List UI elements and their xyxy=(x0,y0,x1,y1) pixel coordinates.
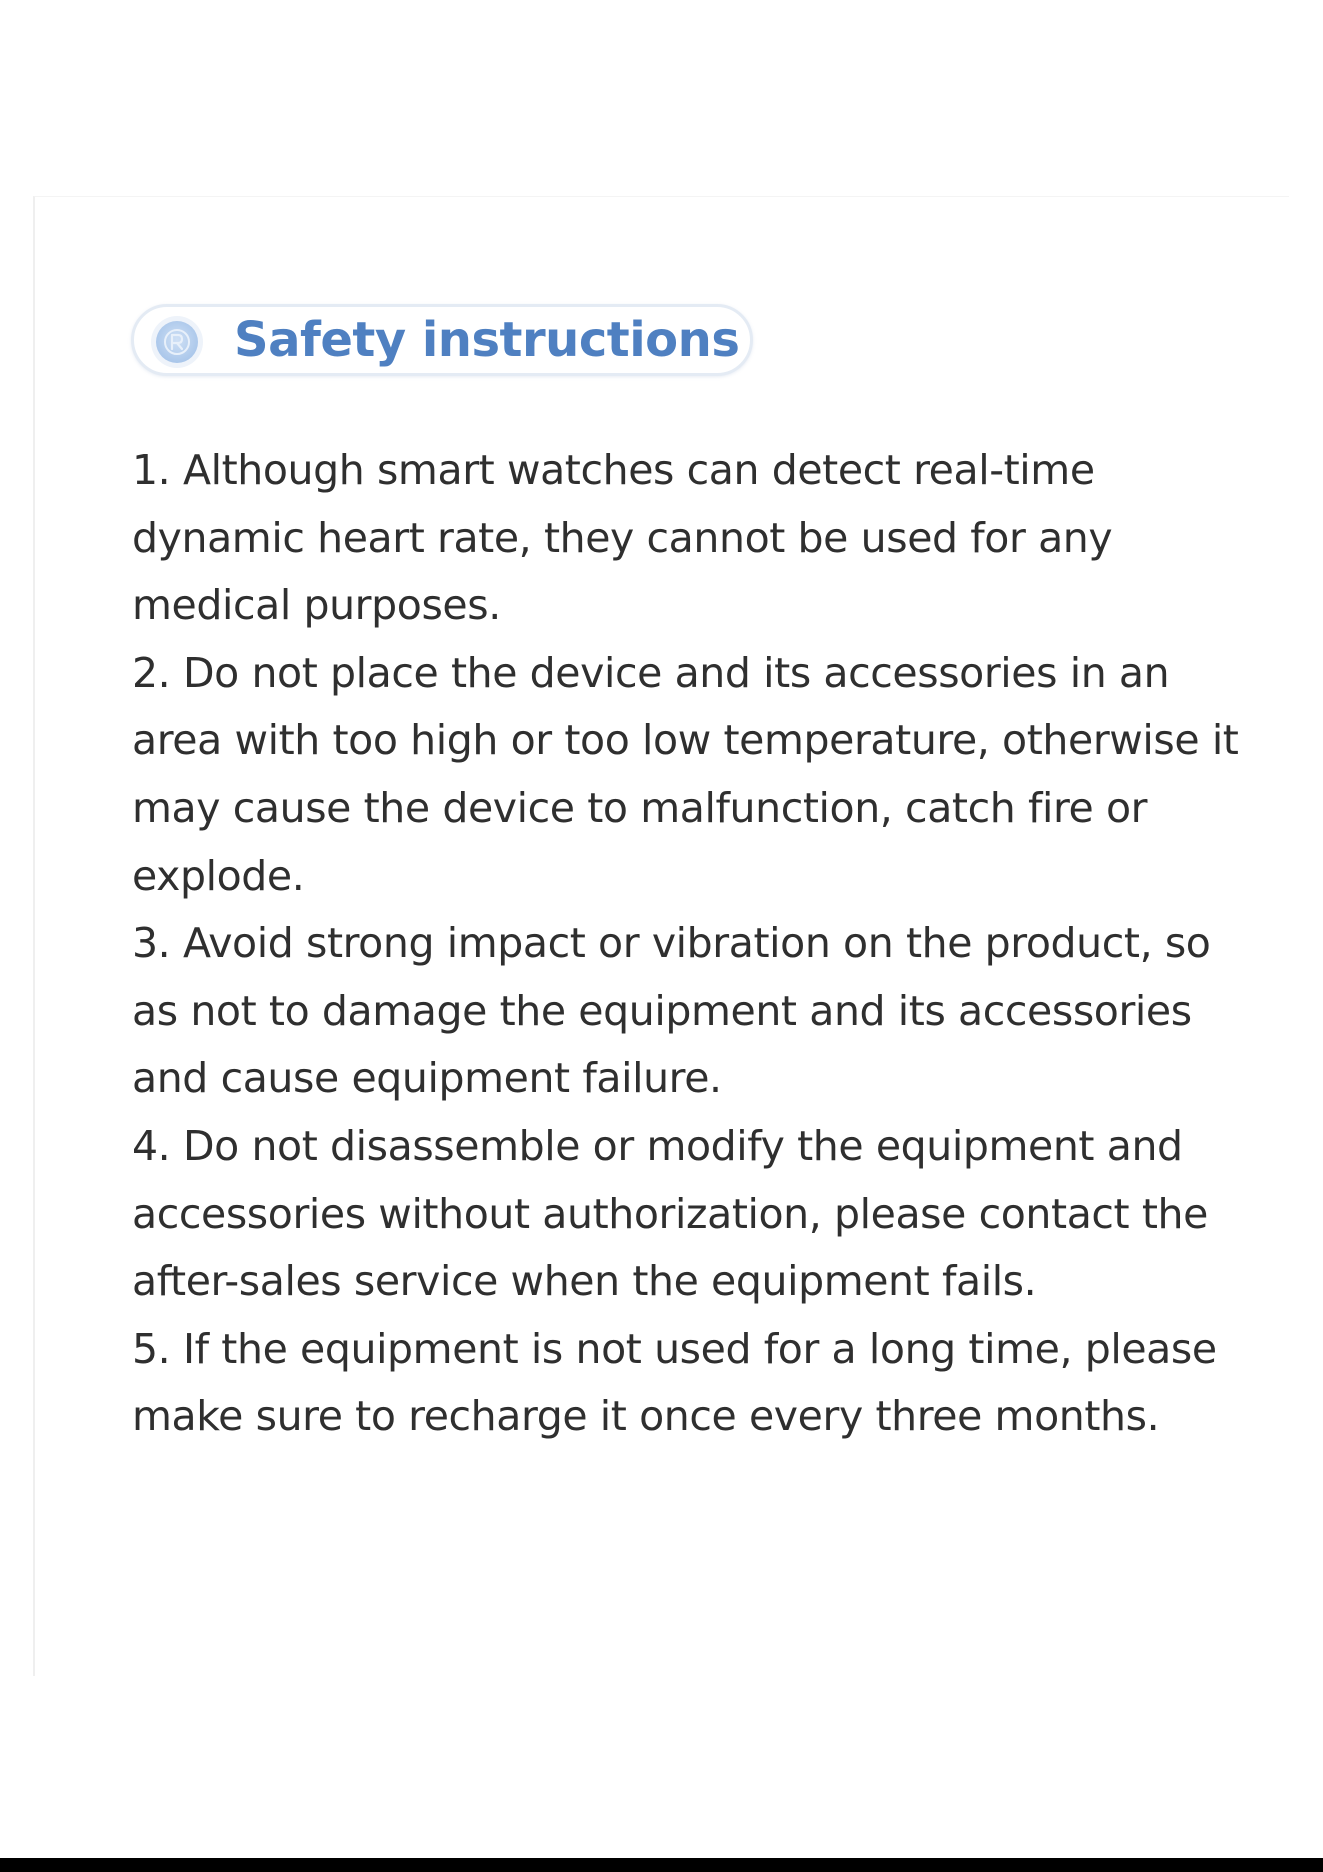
instruction-item: 2. Do not place the device and its accessories in an area with too high or too low temperature, otherwise it may cause the device to malfunction, catch fire or explode. xyxy=(132,648,1239,900)
section-title: Safety instructions xyxy=(234,312,740,368)
bottom-edge-bar xyxy=(0,1858,1323,1872)
registered-circle-icon xyxy=(141,314,211,370)
instruction-list xyxy=(132,437,1242,1451)
instruction-item: 4. Do not disassemble or modify the equipment and accessories without authorization, please contact the after-sales service when the equipment fails. xyxy=(132,1121,1208,1306)
instruction-item: 5. If the equipment is not used for a long time, please make sure to recharge it once every three months. xyxy=(132,1324,1217,1441)
instruction-item: 1. Although smart watches can detect real-time dynamic heart rate, they cannot be used for any medical purposes. xyxy=(132,446,1113,630)
instruction-item: 3. Avoid strong impact or vibration on the product, so as not to damage the equipment and its accessories and cause equipment failure. xyxy=(132,919,1211,1103)
